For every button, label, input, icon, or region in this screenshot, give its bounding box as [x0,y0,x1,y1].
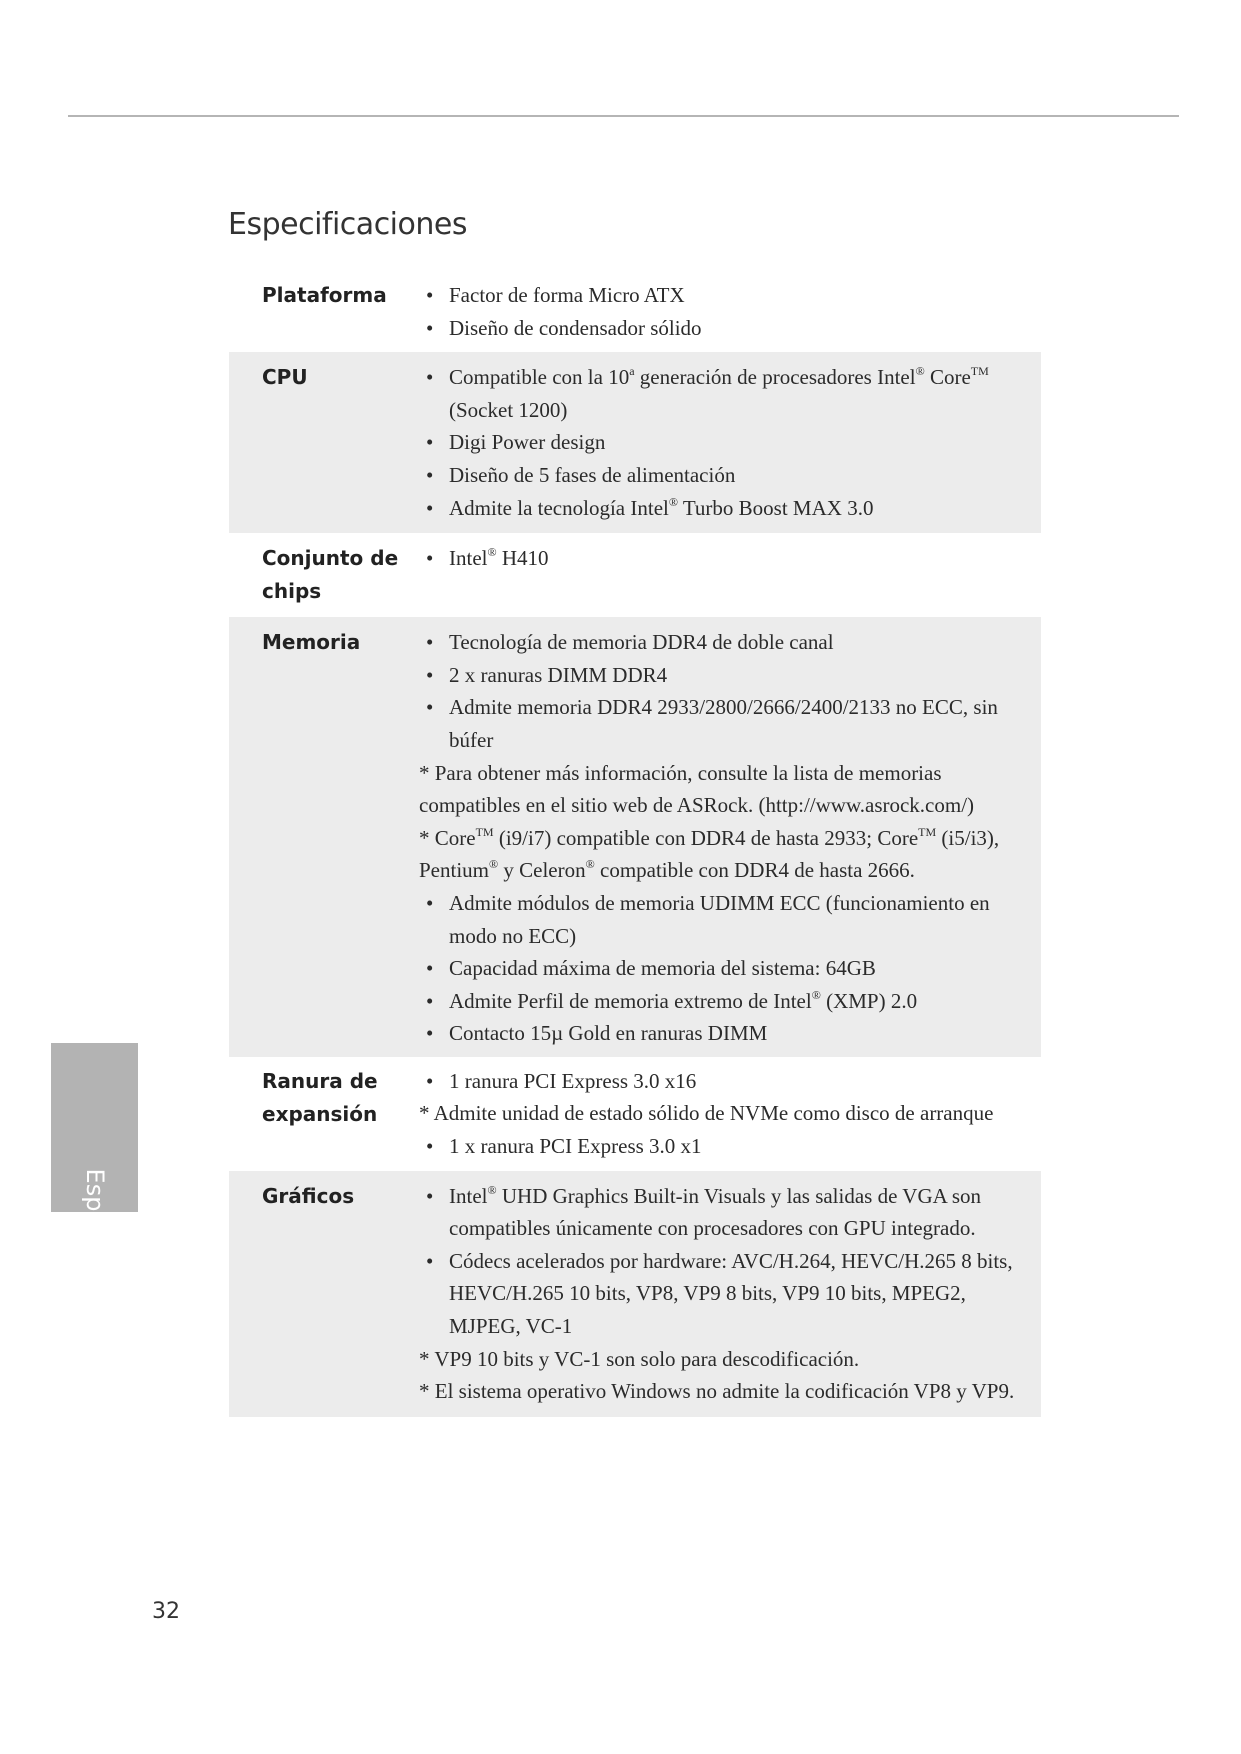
text: (i5/i3), Pentium [419,825,1000,883]
spec-label-chipset: Conjunto de chips [262,546,399,604]
list-item: • Diseño de 5 fases de alimentación [419,459,1031,492]
language-side-tab [51,1043,138,1212]
text: generación de procesadores Intel [634,365,916,390]
spec-content-graphics [419,1180,1041,1408]
superscript: a [629,364,635,379]
list-item [419,492,1031,525]
registered-mark: ® [487,1182,497,1197]
text: Intel [449,1183,488,1208]
trademark-mark: TM [970,364,989,379]
spec-row-cpu [229,352,1041,533]
trademark-mark: TM [475,824,494,839]
trademark-mark: TM [918,824,937,839]
footnote: * VP9 10 bits y VC-1 son solo para descodificación. [419,1346,860,1371]
text: (Socket 1200) [449,397,568,422]
list-item: • 1 ranura PCI Express 3.0 x16 [419,1065,1031,1098]
header-rule [68,115,1179,117]
list-item [419,985,1031,1018]
list-item: • 2 x ranuras DIMM DDR4 [419,659,1031,692]
list-item [419,361,1031,426]
text: H410 [496,546,549,571]
list-item: • Admite módulos de memoria UDIMM ECC (funcionamiento en modo no ECC) [419,887,1031,952]
registered-mark: ® [585,857,595,872]
spec-row-chipset [229,533,1041,617]
list-item: • Digi Power design [419,426,1031,459]
text: y Celeron [498,858,586,883]
spec-content-platform [419,279,1041,344]
list-item [419,542,1031,575]
footnote: * El sistema operativo Windows no admite la codificación VP8 y VP9. [419,1379,1015,1404]
text: Compatible con la 10 [449,365,630,390]
list-item: • Admite memoria DDR4 2933/2800/2666/2400/2133 no ECC, sin búfer [419,691,1031,756]
spec-row-graphics [229,1171,1041,1417]
spec-table [229,273,1041,1417]
footnote: * Admite unidad de estado sólido de NVMe como disco de arranque [419,1101,994,1126]
list-item: • 1 x ranura PCI Express 3.0 x1 [419,1130,1031,1163]
side-tab-label: Esp [80,1168,109,1212]
list-item: • Diseño de condensador sólido [419,312,1031,345]
registered-mark: ® [811,987,821,1002]
spec-label-cpu: CPU [262,365,308,390]
list-item: • Capacidad máxima de memoria del sistema: 64GB [419,952,1031,985]
list-item: • Contacto 15µ Gold en ranuras DIMM [419,1017,1031,1050]
text: compatible con DDR4 de hasta 2666. [594,858,915,883]
text: Admite Perfil de memoria extremo de Intel [449,988,812,1013]
spec-content-expansion [419,1065,1041,1163]
list-item: • Factor de forma Micro ATX [419,279,1031,312]
text: * Core [419,825,476,850]
spec-content-memory [419,626,1041,1050]
list-item [419,1180,1031,1245]
text: UHD Graphics Built-in Visuals y las salidas de VGA son compatibles únicamente con procesadores con GPU integrado. [449,1183,982,1241]
registered-mark: ® [489,857,499,872]
spec-row-expansion [229,1057,1041,1171]
spec-label-platform: Plataforma [262,283,387,307]
text: Turbo Boost MAX 3.0 [677,495,874,520]
text: Intel [449,546,488,571]
spec-label-expansion: Ranura de expansión [262,1068,378,1126]
spec-label-memory: Memoria [262,630,361,655]
text: (XMP) 2.0 [820,988,918,1013]
spec-content-cpu [419,361,1041,524]
text: Admite la tecnología Intel [449,495,669,520]
text: Core [924,365,971,390]
registered-mark: ® [915,364,925,379]
page-title: Especificaciones [228,207,467,242]
spec-label-graphics: Gráficos [262,1183,355,1208]
text: (i9/i7) compatible con DDR4 de hasta 2933; Core [493,825,919,850]
list-item: • Códecs acelerados por hardware: AVC/H.264, HEVC/H.265 8 bits, HEVC/H.265 10 bits, VP8, VP9 8 bits, VP9 10 bits, MPEG2, MJPEG, VC-1 [419,1245,1031,1343]
spec-content-chipset [419,542,1041,608]
spec-row-memory [229,617,1041,1057]
registered-mark: ® [487,545,497,560]
spec-row-platform [229,273,1041,352]
registered-mark: ® [668,494,678,509]
footnote: * Para obtener más información, consulte la lista de memorias compatibles en el sitio web de ASRock. (http://www.asrock.com/) [419,760,975,818]
list-item: • Tecnología de memoria DDR4 de doble canal [419,626,1031,659]
footnote [419,822,1031,887]
page-number: 32 [152,1599,180,1624]
